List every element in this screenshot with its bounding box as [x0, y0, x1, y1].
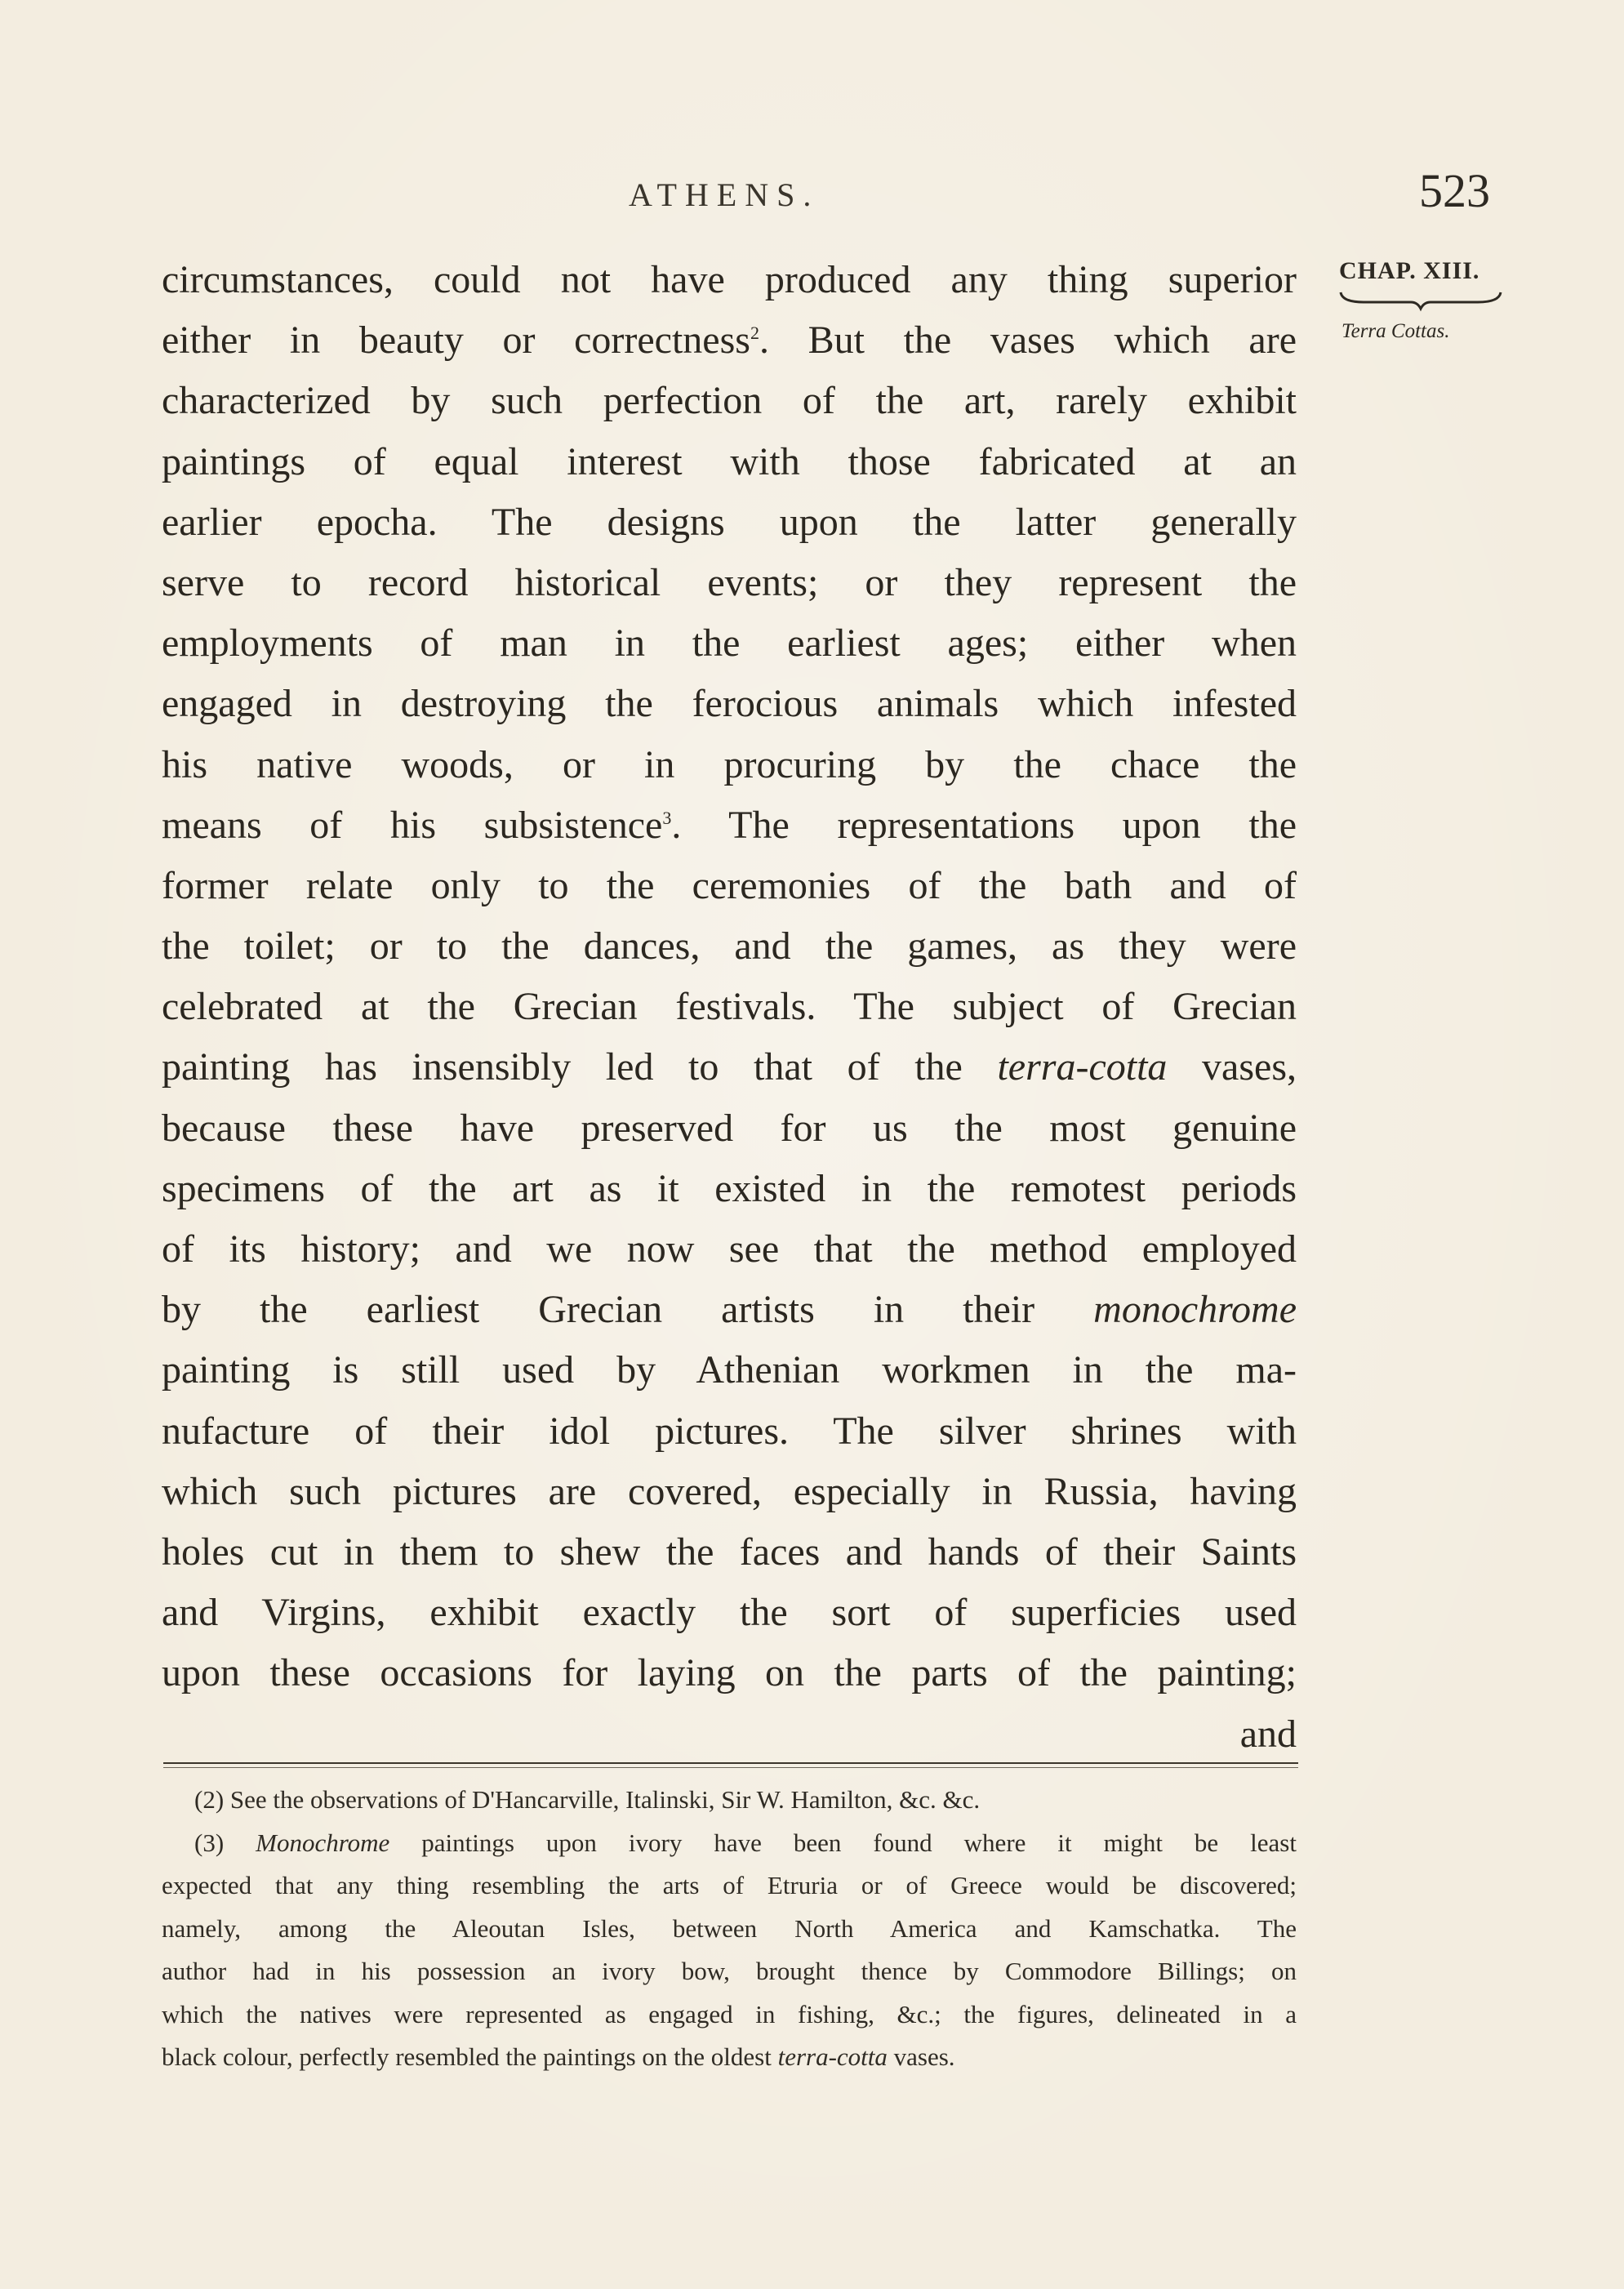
body-line: painting is still used by Athenian workmen in the ma- [162, 1348, 1297, 1392]
body-line: which such pictures are covered, especially in Russia, having [162, 1469, 1297, 1513]
body-line: paintings of equal interest with those fabricated at an [162, 439, 1297, 483]
body-line: upon these occasions for laying on the parts of the painting; [162, 1651, 1297, 1695]
body-italic-term: monochrome [1093, 1288, 1297, 1332]
body-line: of its history; and we now see that the method employed [162, 1227, 1297, 1271]
body-line: earlier epocha. The designs upon the latter generally [162, 500, 1297, 544]
footnote-text: black colour, perfectly resembled the paintings on the oldest [162, 2042, 778, 2071]
body-line: celebrated at the Grecian festivals. The subject of Grecian [162, 985, 1297, 1029]
catchword: and [1239, 1712, 1297, 1756]
body-line-text: . But the vases which are [759, 318, 1297, 363]
footnote-label: (3) [194, 1828, 256, 1857]
footnote-italic-term: terra-cotta [777, 2042, 888, 2071]
margin-brace-ornament [1339, 287, 1502, 312]
body-italic-term: terra-cotta [997, 1045, 1168, 1089]
body-line-text: painting has insensibly led to that of the [162, 1045, 963, 1089]
body-line [162, 1037, 1297, 1098]
body-line: characterized by such perfection of the art, rarely exhibit [162, 379, 1297, 423]
footnote-3-line: expected that any thing resembling the arts of Etruria or of Greece would be discovered; [162, 1871, 1297, 1899]
margin-chapter-label: CHAP. XIII. [1339, 257, 1480, 284]
footnote-3-line [162, 1822, 1297, 1865]
body-line: and Virgins, exhibit exactly the sort of superficies used [162, 1591, 1297, 1635]
footnote-2: (2) See the observations of D'Hancarville, Italinski, Sir W. Hamilton, &c. &c. [194, 1785, 981, 1814]
page-number: 523 [1419, 164, 1490, 217]
body-line: circumstances, could not have produced any thing superior [162, 258, 1297, 301]
body-line: former relate only to the ceremonies of the bath and of [162, 863, 1297, 907]
body-text [162, 250, 1297, 1765]
footnote-ref-2: 2 [750, 323, 759, 344]
footnote-3-line: namely, among the Aleoutan Isles, between North America and Kamschatka. The [162, 1913, 1297, 1943]
footnote-rule [163, 1762, 1298, 1764]
body-line: because these have preserved for us the most genuine [162, 1106, 1297, 1150]
body-line-text: vases, [1167, 1045, 1297, 1089]
body-line [162, 1280, 1297, 1340]
body-line [162, 795, 1297, 856]
footnote-rule-thin [163, 1767, 1298, 1768]
body-line-text: either in beauty or correctness [162, 318, 750, 363]
margin-subject-label: Terra Cottas. [1341, 320, 1450, 342]
footnote-ref-3: 3 [662, 807, 672, 828]
footnote-text: paintings upon ivory have been found where it might be least [389, 1828, 1297, 1857]
body-line: nufacture of their idol pictures. The silver shrines with [162, 1409, 1297, 1453]
footnote-italic-term: Monochrome [256, 1828, 390, 1857]
footnote-3-line [162, 2036, 1297, 2079]
body-line: the toilet; or to the dances, and the games, as they were [162, 924, 1297, 969]
footnote-3-line: which the natives were represented as engaged in fishing, &c.; the figures, delineated in a [162, 1999, 1297, 2028]
running-head: ATHENS. [629, 176, 820, 213]
body-line [162, 310, 1297, 371]
body-line: specimens of the art as it existed in the remotest periods [162, 1166, 1297, 1210]
body-line: holes cut in them to shew the faces and hands of their Saints [162, 1530, 1297, 1574]
body-line-text: by the earliest Grecian artists in their [162, 1288, 1035, 1332]
footnote-3-line: author had in his possession an ivory bow, brought thence by Commodore Billings; on [162, 1957, 1297, 1985]
body-line: employments of man in the earliest ages; either when [162, 621, 1297, 666]
body-line: engaged in destroying the ferocious animals which infested [162, 682, 1297, 726]
footnote-text: vases. [887, 2042, 955, 2071]
body-line: his native woods, or in procuring by the chace the [162, 742, 1297, 786]
body-line-text: means of his subsistence [162, 803, 663, 847]
body-line: serve to record historical events; or they represent the [162, 560, 1297, 604]
body-line-text: . The representations upon the [671, 803, 1297, 847]
footnotes [162, 1779, 1297, 2079]
